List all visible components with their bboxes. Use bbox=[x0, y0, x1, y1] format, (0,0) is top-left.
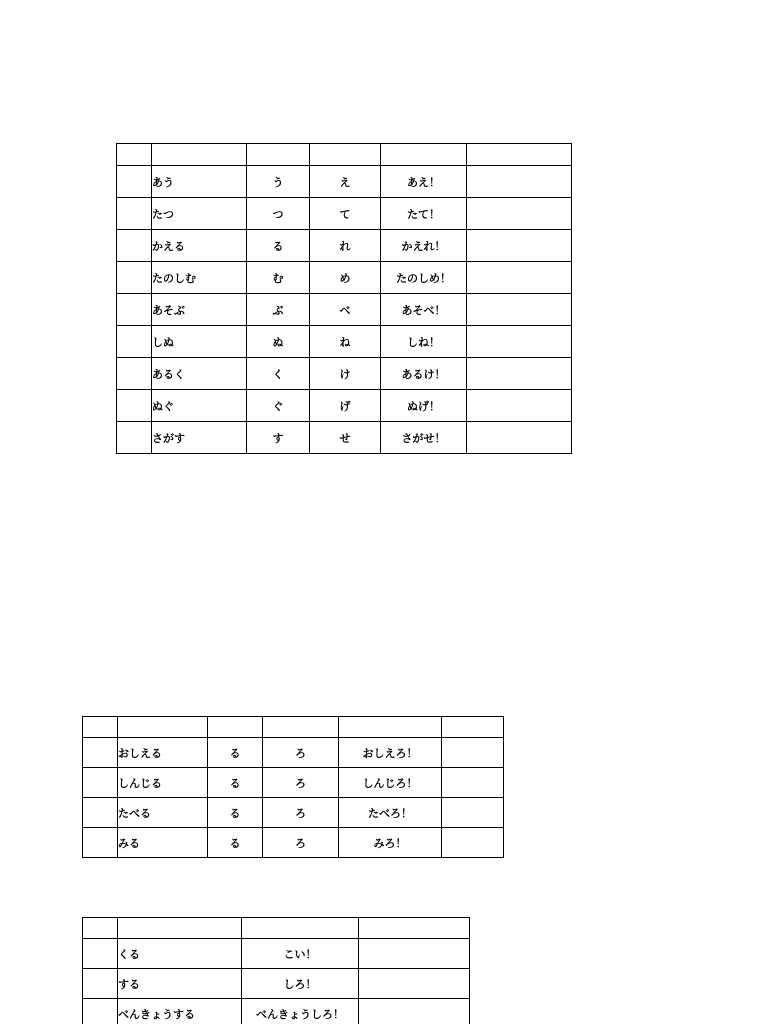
row-number-cell bbox=[117, 198, 152, 230]
e-row-kana-cell: せ bbox=[310, 422, 381, 454]
imperative-form-cell: かえれ！ bbox=[381, 230, 467, 262]
empty-cell bbox=[467, 326, 572, 358]
row-number-cell bbox=[83, 798, 118, 828]
ending-cell: る bbox=[247, 230, 310, 262]
godan-imperative-table bbox=[116, 143, 572, 454]
ending-cell: つ bbox=[247, 198, 310, 230]
header-cell bbox=[247, 144, 310, 166]
header-cell bbox=[118, 918, 242, 939]
dictionary-form-cell: さがす bbox=[152, 422, 247, 454]
empty-cell bbox=[467, 390, 572, 422]
ending-cell: く bbox=[247, 358, 310, 390]
imperative-form-cell: しろ！ bbox=[242, 969, 359, 999]
replacement-kana-cell: ろ bbox=[263, 768, 339, 798]
dictionary-form-cell: あるく bbox=[152, 358, 247, 390]
table-row bbox=[117, 422, 572, 454]
dictionary-form-cell: みる bbox=[118, 828, 208, 858]
row-number-cell bbox=[117, 422, 152, 454]
header-cell bbox=[467, 144, 572, 166]
row-number-cell bbox=[117, 390, 152, 422]
e-row-kana-cell: れ bbox=[310, 230, 381, 262]
table-row bbox=[117, 390, 572, 422]
header-cell bbox=[359, 918, 470, 939]
empty-cell bbox=[467, 166, 572, 198]
empty-cell bbox=[467, 198, 572, 230]
header-cell bbox=[117, 144, 152, 166]
table-row bbox=[117, 326, 572, 358]
empty-cell bbox=[467, 230, 572, 262]
imperative-form-cell: こい！ bbox=[242, 939, 359, 969]
ending-cell: う bbox=[247, 166, 310, 198]
row-number-cell bbox=[83, 939, 118, 969]
empty-cell bbox=[442, 738, 504, 768]
row-number-cell bbox=[83, 828, 118, 858]
header-cell bbox=[83, 918, 118, 939]
header-cell bbox=[208, 717, 263, 738]
godan-table-body bbox=[117, 144, 572, 454]
table-row bbox=[117, 230, 572, 262]
imperative-form-cell: しね！ bbox=[381, 326, 467, 358]
ending-cell: む bbox=[247, 262, 310, 294]
dictionary-form-cell: しんじる bbox=[118, 768, 208, 798]
header-cell bbox=[118, 717, 208, 738]
imperative-form-cell: みろ！ bbox=[339, 828, 442, 858]
empty-cell bbox=[359, 999, 470, 1024]
imperative-form-cell: あそべ！ bbox=[381, 294, 467, 326]
dictionary-form-cell: ぬぐ bbox=[152, 390, 247, 422]
header-cell bbox=[83, 717, 118, 738]
dictionary-form-cell: あう bbox=[152, 166, 247, 198]
replacement-kana-cell: ろ bbox=[263, 798, 339, 828]
ending-cell: す bbox=[247, 422, 310, 454]
row-number-cell bbox=[117, 166, 152, 198]
empty-cell bbox=[442, 798, 504, 828]
e-row-kana-cell: め bbox=[310, 262, 381, 294]
row-number-cell bbox=[117, 294, 152, 326]
ichidan-imperative-table bbox=[82, 716, 504, 858]
table-row bbox=[117, 166, 572, 198]
imperative-form-cell: あるけ！ bbox=[381, 358, 467, 390]
header-cell bbox=[263, 717, 339, 738]
empty-cell bbox=[442, 828, 504, 858]
e-row-kana-cell: げ bbox=[310, 390, 381, 422]
header-cell bbox=[152, 144, 247, 166]
table-header-row bbox=[83, 717, 504, 738]
dictionary-form-cell: たのしむ bbox=[152, 262, 247, 294]
table-row bbox=[83, 999, 470, 1024]
dictionary-form-cell: たつ bbox=[152, 198, 247, 230]
header-cell bbox=[381, 144, 467, 166]
ending-cell: ぶ bbox=[247, 294, 310, 326]
imperative-form-cell: さがせ！ bbox=[381, 422, 467, 454]
dictionary-form-cell: しぬ bbox=[152, 326, 247, 358]
table-row bbox=[83, 969, 470, 999]
imperative-form-cell: あえ！ bbox=[381, 166, 467, 198]
ending-cell: る bbox=[208, 738, 263, 768]
row-number-cell bbox=[83, 768, 118, 798]
table-row bbox=[117, 294, 572, 326]
e-row-kana-cell: て bbox=[310, 198, 381, 230]
row-number-cell bbox=[117, 358, 152, 390]
dictionary-form-cell: あそぶ bbox=[152, 294, 247, 326]
dictionary-form-cell: たべる bbox=[118, 798, 208, 828]
table-row bbox=[83, 798, 504, 828]
empty-cell bbox=[359, 969, 470, 999]
imperative-form-cell: ぬげ！ bbox=[381, 390, 467, 422]
replacement-kana-cell: ろ bbox=[263, 738, 339, 768]
empty-cell bbox=[467, 262, 572, 294]
header-cell bbox=[339, 717, 442, 738]
imperative-form-cell: おしえろ！ bbox=[339, 738, 442, 768]
empty-cell bbox=[359, 939, 470, 969]
empty-cell bbox=[467, 294, 572, 326]
row-number-cell bbox=[117, 230, 152, 262]
table-row bbox=[117, 198, 572, 230]
ending-cell: る bbox=[208, 798, 263, 828]
ichidan-table-body bbox=[83, 717, 504, 858]
ending-cell: る bbox=[208, 768, 263, 798]
header-cell bbox=[310, 144, 381, 166]
ending-cell: る bbox=[208, 828, 263, 858]
empty-cell bbox=[467, 422, 572, 454]
irregular-table-body bbox=[83, 918, 470, 1024]
table-header-row bbox=[83, 918, 470, 939]
imperative-form-cell: たて！ bbox=[381, 198, 467, 230]
imperative-form-cell: べんきょうしろ！ bbox=[242, 999, 359, 1024]
table-row bbox=[83, 768, 504, 798]
e-row-kana-cell: べ bbox=[310, 294, 381, 326]
table-row bbox=[83, 738, 504, 768]
table-row bbox=[83, 939, 470, 969]
dictionary-form-cell: おしえる bbox=[118, 738, 208, 768]
empty-cell bbox=[467, 358, 572, 390]
header-cell bbox=[242, 918, 359, 939]
imperative-form-cell: たのしめ！ bbox=[381, 262, 467, 294]
table-row bbox=[83, 828, 504, 858]
table-row bbox=[117, 358, 572, 390]
e-row-kana-cell: け bbox=[310, 358, 381, 390]
e-row-kana-cell: え bbox=[310, 166, 381, 198]
table-header-row bbox=[117, 144, 572, 166]
ending-cell: ぐ bbox=[247, 390, 310, 422]
ending-cell: ぬ bbox=[247, 326, 310, 358]
row-number-cell bbox=[117, 262, 152, 294]
row-number-cell bbox=[117, 326, 152, 358]
imperative-form-cell: たべろ！ bbox=[339, 798, 442, 828]
dictionary-form-cell: くる bbox=[118, 939, 242, 969]
e-row-kana-cell: ね bbox=[310, 326, 381, 358]
dictionary-form-cell: べんきょうする bbox=[118, 999, 242, 1024]
row-number-cell bbox=[83, 738, 118, 768]
dictionary-form-cell: かえる bbox=[152, 230, 247, 262]
irregular-imperative-table bbox=[82, 917, 470, 1024]
table-row bbox=[117, 262, 572, 294]
row-number-cell bbox=[83, 999, 118, 1024]
row-number-cell bbox=[83, 969, 118, 999]
dictionary-form-cell: する bbox=[118, 969, 242, 999]
empty-cell bbox=[442, 768, 504, 798]
replacement-kana-cell: ろ bbox=[263, 828, 339, 858]
header-cell bbox=[442, 717, 504, 738]
imperative-form-cell: しんじろ！ bbox=[339, 768, 442, 798]
